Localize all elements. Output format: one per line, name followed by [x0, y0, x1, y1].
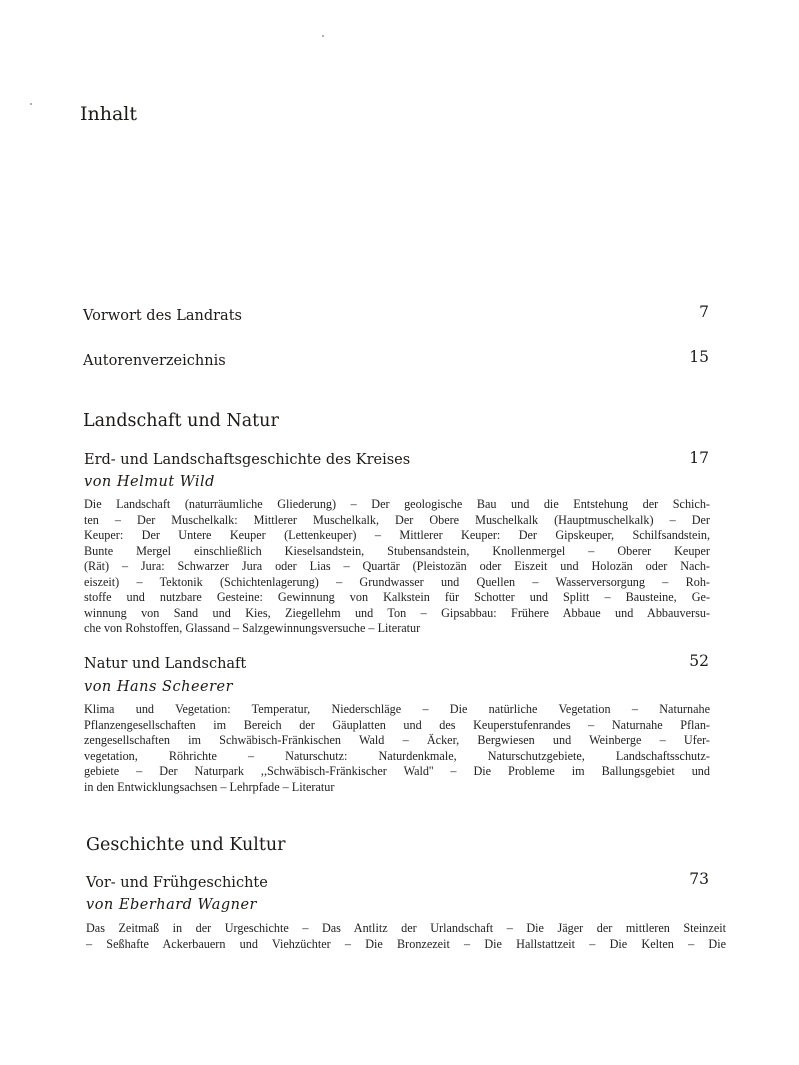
toc-entry-title: Autorenverzeichnis: [83, 353, 226, 369]
summary-line: Pflanzengesellschaften im Bereich der Gäuplatten und des Keuperstufenrandes – Naturnahe Pflan-: [84, 717, 710, 732]
summary-line: eiszeit) – Tektonik (Schichtenlagerung) – Grundwasser und Quellen – Wasserversorgung – Roh-: [84, 574, 710, 589]
page-title: Inhalt: [80, 103, 138, 125]
paper-speck: [322, 35, 324, 37]
toc-page-number: 15: [689, 348, 709, 366]
summary-line: zengesellschaften im Schwäbisch-Fränkischen Wald – Äcker, Bergwiesen und Weinberge – Ufer-: [84, 733, 710, 747]
summary-line: in den Entwicklungsachsen – Lehrpfade – Literatur: [84, 779, 335, 794]
toc-entry-summary: [86, 921, 726, 952]
toc-entry-title: Vor- und Frühgeschichte: [86, 875, 268, 891]
summary-line: Die Landschaft (naturräumliche Gliederung) – Der geologische Bau und die Entstehung der Schich-: [84, 497, 710, 511]
summary-line: stoffe und nutzbare Gesteine: Gewinnung von Kalkstein für Schotter und Splitt – Bausteine, Ge-: [84, 590, 710, 604]
toc-entry-title: Natur und Landschaft: [84, 656, 247, 672]
summary-line: vegetation, Röhrichte – Naturschutz: Naturdenkmale, Naturschutzgebiete, Landschaftsschutz-: [84, 748, 710, 763]
toc-entry-summary: [84, 497, 710, 637]
toc-entry-author: von Hans Scheerer: [84, 679, 234, 695]
summary-line: (Rät) – Jura: Schwarzer Jura oder Lias – Quartär (Pleistozän oder Eiszeit und Holozän oder Nach-: [84, 559, 710, 573]
section-heading: Landschaft und Natur: [83, 411, 279, 431]
toc-page-number: 17: [689, 449, 709, 467]
summary-line: che von Rohstoffen, Glassand – Salzgewinnungsversuche – Literatur: [84, 621, 421, 635]
toc-page-number: 52: [689, 652, 709, 670]
toc-entry-title: Vorwort des Landrats: [83, 308, 242, 324]
summary-line: – Seßhafte Ackerbauern und Viehzüchter – Die Bronzezeit – Die Hallstattzeit – Die Kelten – Die: [86, 936, 726, 951]
toc-entry-title: Erd- und Landschaftsgeschichte des Kreises: [84, 452, 411, 468]
summary-line: Keuper: Der Untere Keuper (Lettenkeuper) – Mittlerer Keuper: Der Gipskeuper, Schilfsandstein,: [84, 528, 710, 542]
summary-line: Das Zeitmaß in der Urgeschichte – Das Antlitz der Urlandschaft – Die Jäger der mittleren Steinzeit: [86, 921, 726, 935]
paper-speck: [30, 103, 32, 105]
summary-line: Klima und Vegetation: Temperatur, Niederschläge – Die natürliche Vegetation – Naturnahe: [84, 702, 710, 716]
toc-page-number: 73: [689, 870, 709, 888]
toc-entry-author: von Helmut Wild: [84, 474, 215, 490]
toc-entry-author: von Eberhard Wagner: [86, 897, 257, 913]
summary-line: ten – Der Muschelkalk: Mittlerer Muschelkalk, Der Obere Muschelkalk (Hauptmuschelkalk) – Der: [84, 512, 710, 527]
summary-line: winnung von Sand und Kies, Ziegellehm und Ton – Gipsabbau: Frühere Abbaue und Abbauversu-: [84, 605, 710, 620]
summary-line: gebiete – Der Naturpark ,,Schwäbisch-Fränkischer Wald'' – Die Probleme im Ballungsgebiet und: [84, 764, 710, 778]
toc-entry-summary: [84, 702, 710, 795]
summary-line: Bunte Mergel einschließlich Kieselsandstein, Stubensandstein, Knollenmergel – Oberer Keuper: [84, 543, 710, 558]
section-heading: Geschichte und Kultur: [86, 835, 286, 855]
toc-page-number: 7: [699, 303, 709, 321]
